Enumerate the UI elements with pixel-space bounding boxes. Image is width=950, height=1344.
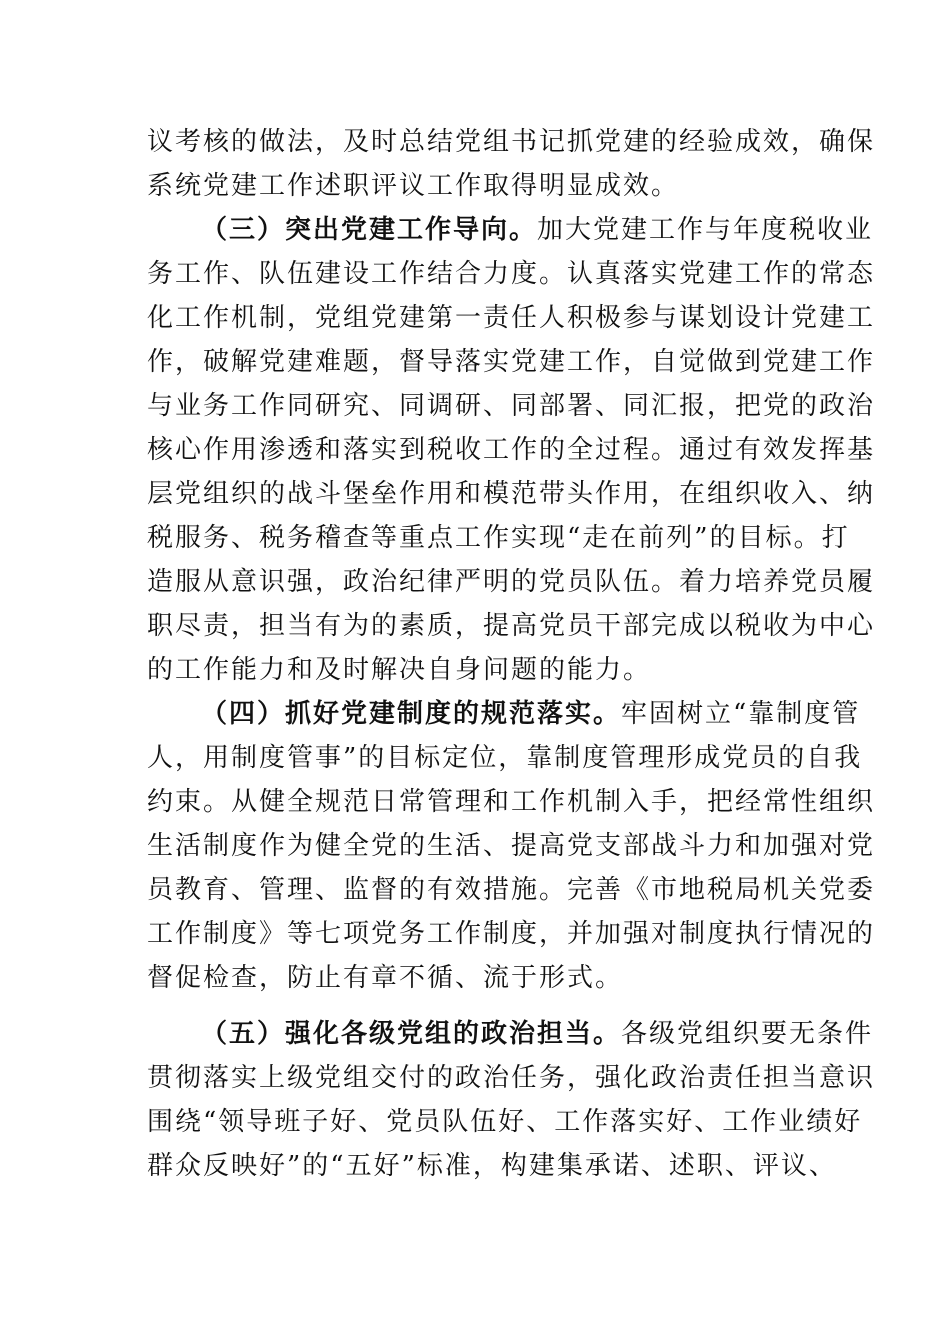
text-line: 核心作用渗透和落实到税收工作的全过程。通过有效发挥基 [147, 435, 876, 465]
text-line: 税服务、税务稽查等重点工作实现“走在前列”的目标。打 [147, 523, 850, 553]
text-segment: 加大党建工作与年度税收业 [537, 215, 874, 245]
text-segment: 各级党组织要无条件 [621, 1019, 874, 1049]
paragraph-first-line [201, 208, 874, 252]
text-line: 贯彻落实上级党组交付的政治任务，强化政治责任担当意识 [147, 1063, 876, 1093]
text-line: 议考核的做法，及时总结党组书记抓党建的经验成效，确保 [147, 127, 876, 157]
text-line: 生活制度作为健全党的生活、提高党支部战斗力和加强对党 [147, 831, 876, 861]
text-line: 层党组织的战斗堡垒作用和模范带头作用，在组织收入、纳 [147, 479, 876, 509]
paragraph-first-line [201, 692, 861, 736]
text-line: 的工作能力和及时解决自身问题的能力。 [147, 655, 652, 685]
section-heading-5: （五）强化各级党组的政治担当。 [201, 1019, 622, 1049]
text-segment: 牢固树立“靠制度管 [621, 699, 861, 729]
text-line: 约束。从健全规范日常管理和工作机制入手，把经常性组织 [147, 787, 876, 817]
paragraph-first-line [201, 1012, 874, 1056]
text-line: 督促检查，防止有章不循、流于形式。 [147, 963, 624, 993]
text-line: 造服从意识强，政治纪律严明的党员队伍。着力培养党员履 [147, 567, 876, 597]
text-line: 职尽责，担当有为的素质，提高党员干部完成以税收为中心 [147, 611, 876, 641]
text-line: 员教育、管理、监督的有效措施。完善《市地税局机关党委 [147, 875, 876, 905]
text-line: 化工作机制，党组党建第一责任人积极参与谋划设计党建工 [147, 303, 876, 333]
text-line: 务工作、队伍建设工作结合力度。认真落实党建工作的常态 [147, 259, 876, 289]
text-line: 工作制度》等七项党务工作制度，并加强对制度执行情况的 [147, 919, 876, 949]
text-line: 人，用制度管事”的目标定位，靠制度管理形成党员的自我 [147, 743, 863, 773]
text-line: 群众反映好”的“五好”标准，构建集承诺、述职、评议、 [147, 1151, 837, 1181]
section-heading-3: （三）突出党建工作导向。 [201, 215, 538, 245]
text-line: 系统党建工作述职评议工作取得明显成效。 [147, 171, 680, 201]
text-line: 作，破解党建难题，督导落实党建工作，自觉做到党建工作 [147, 347, 876, 377]
text-line: 与业务工作同研究、同调研、同部署、同汇报，把党的政治 [147, 391, 876, 421]
text-line: 围绕“领导班子好、党员队伍好、工作落实好、工作业绩好 [147, 1107, 863, 1137]
section-heading-4: （四）抓好党建制度的规范落实。 [201, 699, 622, 729]
